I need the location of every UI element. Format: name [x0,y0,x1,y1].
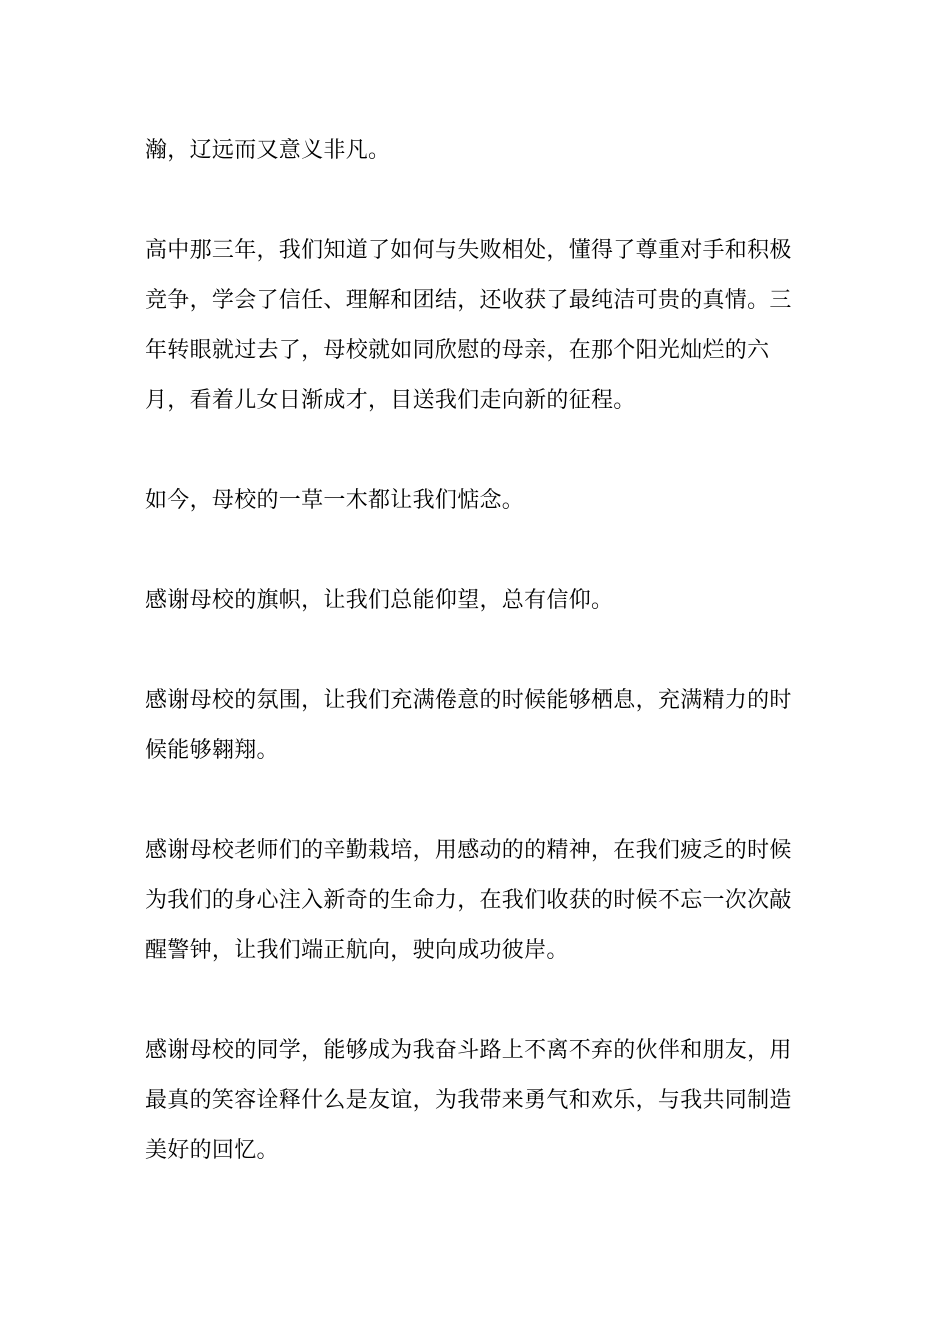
paragraph-spacer [145,426,810,476]
paragraph-spacer [145,176,810,226]
paragraph-4: 感谢母校的旗帜，让我们总能仰望，总有信仰。 [145,588,614,613]
paragraph-6: 感谢母校老师们的辛勤栽培，用感动的的精神，在我们疲乏的时候为我们的身心注入新奇的生命力，在我们收获的时候不忘一次次敲醒警钟，让我们端正航向，驶向成功彼岸。 [145,838,792,963]
paragraph-spacer [145,626,810,676]
paragraph-spacer [145,776,810,826]
paragraph-spacer [145,526,810,576]
document-body [145,126,810,1176]
paragraph-1: 瀚，辽远而又意义非凡。 [145,138,391,163]
paragraph-spacer [145,976,810,1026]
paragraph-5: 感谢母校的氛围，让我们充满倦意的时候能够栖息，充满精力的时候能够翱翔。 [145,688,792,763]
paragraph-2: 高中那三年，我们知道了如何与失败相处，懂得了尊重对手和积极竞争，学会了信任、理解和团结，还收获了最纯洁可贵的真情。三年转眼就过去了，母校就如同欣慰的母亲，在那个阳光灿烂的六月，看着儿女日渐成才，目送我们走向新的征程。 [145,238,792,413]
paragraph-7: 感谢母校的同学，能够成为我奋斗路上不离不弃的伙伴和朋友，用最真的笑容诠释什么是友谊，为我带来勇气和欢乐，与我共同制造美好的回忆。 [145,1038,792,1163]
paragraph-3: 如今，母校的一草一木都让我们惦念。 [145,488,525,513]
